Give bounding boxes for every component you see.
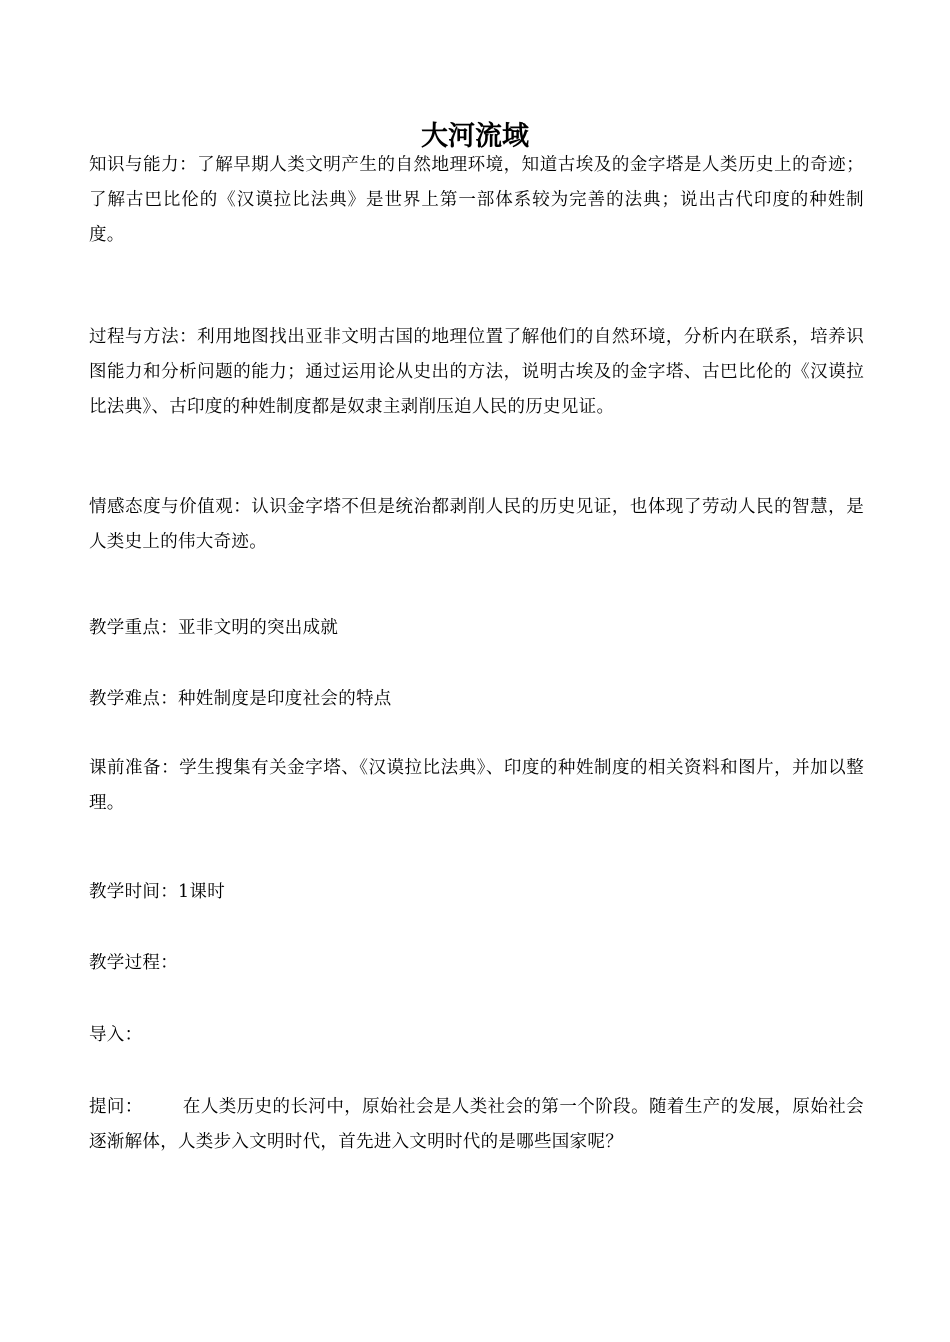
paragraph-intro-heading: 导入： [89,1025,143,1045]
paragraph-teaching-difficulty: 教学难点：种姓制度是印度社会的特点 [89,689,392,709]
paragraph-teaching-key-point: 教学重点：亚非文明的突出成就 [89,618,339,638]
paragraph-emotion-and-values: 情感态度与价值观：认识金字塔不但是统治都剥削人民的历史见证，也体现了劳动人民的智慧，是人类史上的伟大奇迹。 [89,497,864,552]
question-label: 提问： [89,1097,143,1117]
question-text: 在人类历史的长河中，原始社会是人类社会的第一个阶段。随着生产的发展，原始社会逐渐解体，人类步入文明时代，首先进入文明时代的是哪些国家呢？ [89,1097,864,1152]
paragraph-preparation: 课前准备：学生搜集有关金字塔、《汉谟拉比法典》、印度的种姓制度的相关资料和图片，并加以整理。 [89,758,864,813]
document-title: 大河流域 [421,121,529,152]
paragraph-knowledge-and-ability: 知识与能力：了解早期人类文明产生的自然地理环境，知道古埃及的金字塔是人类历史上的奇迹；了解古巴比伦的《汉谟拉比法典》是世界上第一部体系较为完善的法典；说出古代印度的种姓制度。 [89,155,864,245]
paragraph-teaching-time: 教学时间：1课时 [89,882,226,902]
paragraph-process-and-method: 过程与方法：利用地图找出亚非文明古国的地理位置了解他们的自然环境，分析内在联系，培养识图能力和分析问题的能力；通过运用论从史出的方法，说明古埃及的金字塔、古巴比伦的《汉谟拉比法典》、古印度的种姓制度都是奴隶主剥削压迫人民的历史见证。 [89,327,864,417]
paragraph-teaching-process-heading: 教学过程： [89,953,178,973]
paragraph-question [89,1090,864,1160]
